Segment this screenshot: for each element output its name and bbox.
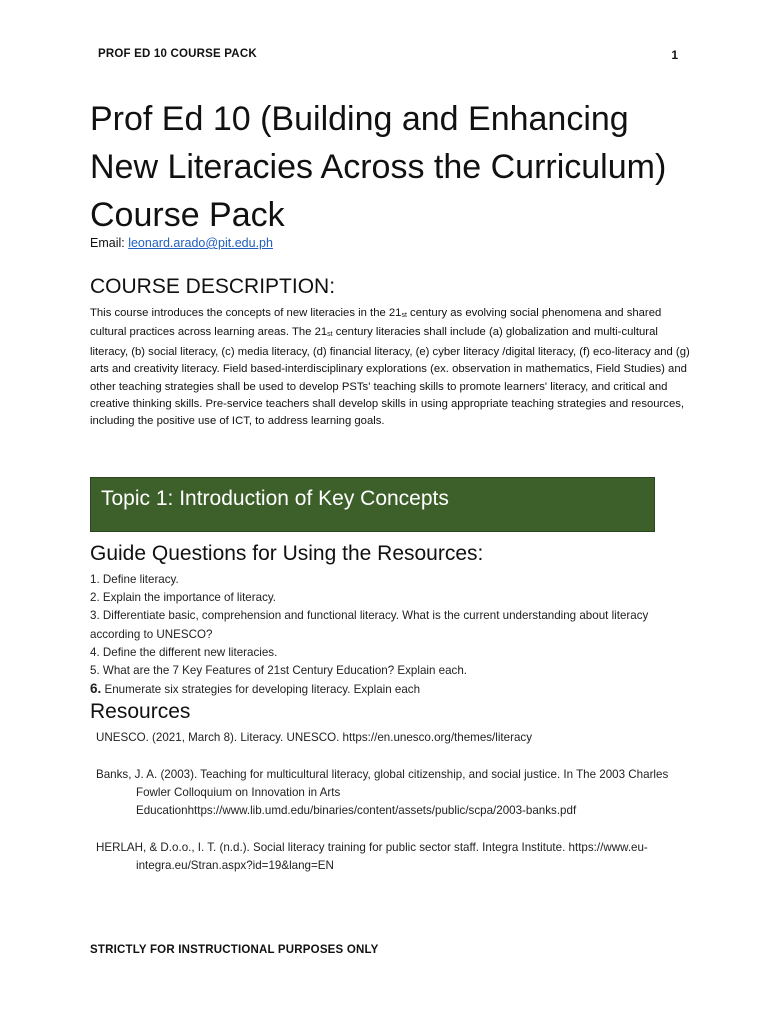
topic-banner [90,477,655,532]
course-description-text [90,305,690,431]
resources-heading: Resources [90,700,191,723]
guide-question: 5. What are the 7 Key Features of 21st Century Education? Explain each. [90,664,468,678]
desc-ordinal-1: st [401,312,407,319]
email-line [90,236,273,250]
guide-question-number: 6. [90,681,102,697]
guide-question: 2. Explain the importance of literacy. [90,591,277,605]
resource-item: Banks, J. A. (2003). Teaching for multicultural literacy, global citizenship, and social justice. In The 2003 Charles Fowler Colloquium on Innovation in Arts Educationhttps://www.lib.umd.edu/binaries/content/assets/public/scpa/2003-banks.pdf [96,767,669,818]
desc-ordinal-2: st [327,331,333,339]
desc-part-3: century literacies shall include (a) globalization and multi-cultural literacy, (b) social literacy, (c) media literacy, (d) financial literacy, (e) cyber literacy /digital literacy, (f) eco-literacy and (g) arts and creativity literacy. Field based-interdisciplinary explorations (ex. observation in mathematics, Field Studies) and other teaching strategies shall be used to develop PSTs' teaching skills to promote learners' literacy, and critical and creative thinking skills. Pre-service teachers shall develop skills in using appropriate teaching strategies and resources, including the positive use of ICT, to address learning goals. [90,326,690,428]
email-label: Email: [90,236,129,250]
resources-list [96,729,696,894]
document-title: Prof Ed 10 (Building and Enhancing New Literacies Across the Curriculum) Course Pack [90,100,667,234]
running-header: PROF ED 10 COURSE PACK [98,48,257,60]
topic-title: Topic 1: Introduction of Key Concepts [101,487,449,510]
page-footer: STRICTLY FOR INSTRUCTIONAL PURPOSES ONLY [90,944,379,956]
guide-questions-heading: Guide Questions for Using the Resources: [90,542,484,565]
page-number: 1 [671,48,678,62]
desc-part-1: This course introduces the concepts of new literacies in the 21 [90,307,402,319]
guide-questions-list [90,571,690,699]
guide-question: 1. Define literacy. [90,573,179,586]
email-link[interactable]: leonard.arado@pit.edu.ph [128,236,273,250]
guide-question [90,680,690,699]
guide-question-text: Enumerate six strategies for developing literacy. Explain each [101,683,421,697]
desc-part-2: century as evolving social phenomena and shared cultural practices across learning areas. The 21 [90,307,662,339]
guide-question: 4. Define the different new literacies. [90,645,278,659]
resource-item: HERLAH, & D.o.o., I. T. (n.d.). Social literacy training for public sector staff. Integra Institute. https://www.eu-integra.eu/Stran.aspx?id=19&lang=EN [96,840,648,873]
course-description-heading: COURSE DESCRIPTION: [90,275,336,298]
resource-item: UNESCO. (2021, March 8). Literacy. UNESCO. https://en.unesco.org/themes/literacy [96,731,533,744]
guide-question: 3. Differentiate basic, comprehension and functional literacy. What is the current understanding about literacy according to UNESCO? [90,609,649,641]
